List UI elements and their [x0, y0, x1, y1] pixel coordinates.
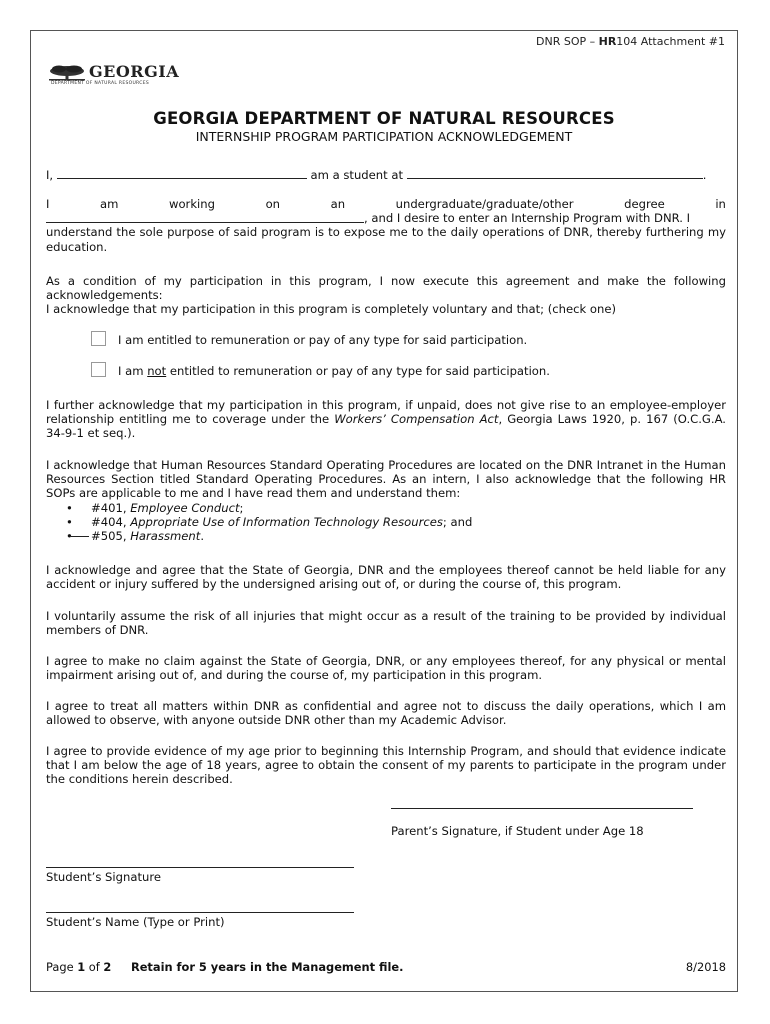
of-word: of — [85, 960, 104, 974]
parent-signature-line[interactable] — [391, 808, 693, 809]
option-unpaid-post: entitled to remuneration or pay of any type for said participation. — [166, 364, 550, 378]
page-total: 2 — [103, 960, 112, 974]
claim-paragraph: I agree to make no claim against the State of Georgia, DNR, or any employees thereof, for any physical or mental impairment arising out of, and during the course of, my participation in this program. — [46, 654, 726, 683]
hr-sops-intro: I acknowledge that Human Resources Standard Operating Procedures are located on the DNR Intranet in the Human Resources Section titled Standard Operating Procedures. As an intern, I also acknowledge that the following HR SOPs are applicable to me and I have read them and understand them: — [46, 458, 726, 501]
workers-comp-paragraph — [46, 398, 726, 441]
georgia-dnr-logo — [47, 64, 187, 88]
sop-name: Employee Conduct — [130, 500, 240, 515]
degree-line — [46, 197, 726, 211]
logo-text: GEORGIA — [89, 62, 180, 81]
revision-date: 8/2018 — [685, 960, 726, 974]
list-item — [46, 529, 726, 543]
condition-line-2: I acknowledge that my participation in this program is completely voluntary and that; (check one) — [46, 302, 616, 317]
logo-subtext: DEPARTMENT OF NATURAL RESOURCES — [51, 81, 149, 86]
student-signature-line[interactable] — [46, 867, 354, 868]
student-name-blank[interactable] — [57, 167, 307, 179]
ref-suffix: 104 Attachment #1 — [616, 35, 725, 48]
workers-comp-post: , Georgia Laws 1920, p. 167 (O.C.G.A. 34-9-1 et seq.). — [46, 412, 726, 441]
period: . — [702, 168, 707, 182]
age-paragraph: I agree to provide evidence of my age prior to beginning this Internship Program, and should that evidence indicate that I am below the age of 18 years, agree to obtain the consent of my parents to participate in the program under the conditions herein described. — [46, 744, 726, 787]
page-number: 1 — [77, 960, 86, 974]
page-word: Page — [46, 960, 78, 974]
bullet-icon: • — [66, 529, 89, 543]
word-in: in — [715, 197, 726, 211]
unpaid-checkbox[interactable] — [91, 362, 106, 377]
i-prefix: I, — [46, 168, 54, 182]
degree-field-blank[interactable] — [46, 211, 364, 223]
student-name-label: Student’s Name (Type or Print) — [46, 915, 225, 929]
sop-name: Appropriate Use of Information Technology Resources — [130, 514, 443, 529]
school-blank[interactable] — [407, 167, 703, 179]
option-paid — [91, 333, 527, 348]
sop-end: ; and — [442, 514, 473, 529]
risk-paragraph: I voluntarily assume the risk of all injuries that might occur as a result of the training to be provided by individual members of DNR. — [46, 609, 726, 638]
condition-paragraph — [46, 274, 726, 317]
parent-signature-label: Parent’s Signature, if Student under Age 18 — [391, 824, 644, 838]
liability-paragraph: I acknowledge and agree that the State of Georgia, DNR and the employees thereof cannot be held liable for any accident or injury suffered by the undersigned arising out of, or during the course of, this program. — [46, 563, 726, 592]
option-unpaid — [91, 364, 550, 379]
page-footer — [46, 960, 726, 974]
document-title: GEORGIA DEPARTMENT OF NATURAL RESOURCES — [153, 109, 615, 128]
hr-sops-paragraph — [46, 458, 726, 543]
workers-comp-pre: I further acknowledge that my participation in this program, if unpaid, does not give rise to an employee-employer relationship entitling me to coverage under the — [46, 398, 726, 427]
retention-note: Retain for 5 years in the Management file. — [130, 960, 404, 974]
condition-line-1: As a condition of my participation in this program, I now execute this agreement and make the following acknowledgements: — [46, 274, 726, 303]
ref-bold: HR — [598, 35, 617, 48]
workers-comp-act: Workers’ Compensation Act — [334, 412, 499, 427]
student-signature-label: Student’s Signature — [46, 870, 161, 884]
list-item — [46, 515, 726, 529]
confidential-paragraph: I agree to treat all matters within DNR as confidential and agree not to discuss the daily operations, which I am allowed to observe, with anyone outside DNR other than my Academic Advisor. — [46, 699, 726, 728]
sop-end: . — [200, 529, 205, 544]
option-unpaid-not: not — [147, 364, 167, 378]
word-working: working — [168, 197, 215, 211]
sop-end: ; — [239, 500, 244, 515]
word-i: I — [46, 197, 50, 211]
desire-line — [46, 211, 726, 225]
bullet-icon: • — [66, 514, 73, 529]
option-paid-text: I am entitled to remuneration or pay of any type for said participation. — [118, 333, 528, 347]
name-school-line — [46, 167, 726, 182]
document-page — [30, 30, 738, 992]
word-am: am — [100, 197, 119, 211]
bullet-icon: • — [66, 500, 73, 515]
word-degree: degree — [624, 197, 665, 211]
understand-text: understand the sole purpose of said program is to expose me to the daily operations of DNR, thereby furthering my education. — [46, 225, 726, 254]
sop-number: #401, — [91, 500, 131, 515]
student-at-text: am a student at — [310, 168, 404, 182]
desire-text: , and I desire to enter an Internship Program with DNR. I — [364, 211, 691, 226]
word-an: an — [330, 197, 346, 211]
option-unpaid-pre: I am — [118, 364, 148, 378]
paid-checkbox[interactable] — [91, 331, 106, 346]
sop-name: Harassment — [130, 529, 201, 544]
sop-number: #404, — [91, 514, 131, 529]
tree-icon — [47, 64, 87, 82]
student-name-line[interactable] — [46, 912, 354, 913]
sop-number: #505, — [91, 529, 131, 544]
sop-list — [46, 501, 726, 544]
document-reference — [536, 35, 725, 48]
list-item — [46, 501, 726, 515]
ref-prefix: DNR SOP – — [536, 35, 599, 48]
degree-paragraph — [46, 197, 726, 254]
document-subtitle: INTERNSHIP PROGRAM PARTICIPATION ACKNOWLEDGEMENT — [195, 129, 573, 144]
word-on: on — [265, 197, 281, 211]
word-degree-type: undergraduate/graduate/other — [395, 197, 574, 211]
